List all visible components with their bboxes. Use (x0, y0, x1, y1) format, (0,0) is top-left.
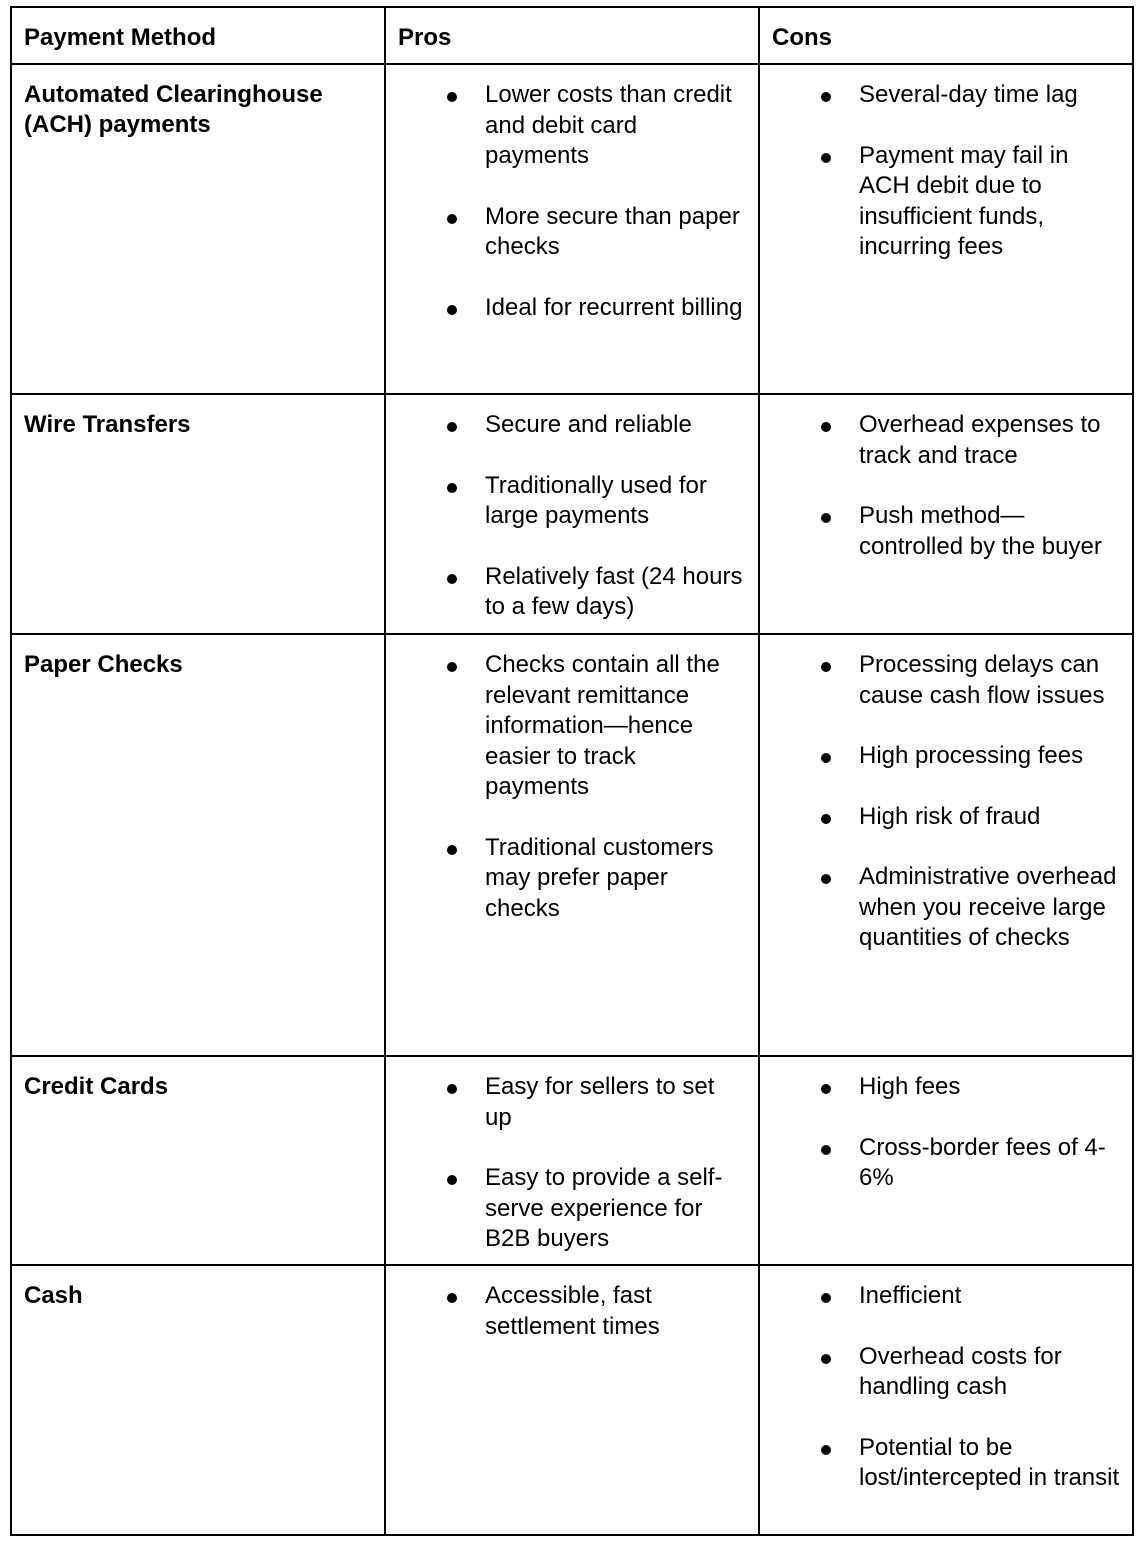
list-item-text: Lower costs than credit and debit card payments (485, 81, 732, 169)
list-item (760, 80, 1120, 111)
list-item-text: Traditional customers may prefer paper checks (485, 833, 714, 922)
bullet-icon (447, 845, 457, 855)
bullet-icon (821, 662, 831, 672)
method-cell (11, 394, 385, 634)
list-item-text: Secure and reliable (485, 411, 692, 438)
list-item-text: Easy to provide a self-serve experience for B2B buyers (485, 1164, 723, 1252)
bullet-icon (821, 513, 831, 523)
pros-cell (385, 634, 759, 1056)
bullet-icon (447, 422, 457, 432)
cons-list (760, 395, 1132, 562)
bullet-icon (821, 753, 831, 763)
list-item (760, 1133, 1120, 1194)
bullet-icon (821, 1445, 831, 1455)
method-name: Cash (24, 1282, 83, 1309)
list-item-text: Cross-border fees of 4-6% (859, 1133, 1106, 1191)
list-item-text: High risk of fraud (859, 802, 1041, 830)
bullet-icon (821, 1354, 831, 1364)
list-item (386, 471, 746, 532)
list-item (760, 802, 1120, 833)
list-item (386, 833, 746, 925)
list-item-text: Processing delays can cause cash flow issues (859, 651, 1105, 709)
pros-list (386, 635, 758, 924)
pros-list (386, 1266, 758, 1342)
list-item (386, 650, 746, 803)
list-item-text: Easy for sellers to set up (485, 1073, 715, 1131)
list-item (386, 202, 746, 263)
method-name: Paper Checks (24, 651, 183, 678)
bullet-icon (447, 574, 457, 584)
list-item (760, 1433, 1120, 1494)
method-cell (11, 1056, 385, 1265)
cons-list (760, 65, 1132, 263)
list-item-text: Push method—controlled by the buyer (859, 502, 1102, 560)
list-item (760, 141, 1120, 263)
bullet-icon (447, 483, 457, 493)
pros-list (386, 65, 758, 323)
bullet-icon (821, 1145, 831, 1155)
cons-cell (759, 394, 1133, 634)
table-row (11, 64, 1133, 394)
cons-cell (759, 1265, 1133, 1535)
list-item-text: Accessible, fast settlement times (485, 1282, 660, 1340)
payment-methods-table (10, 6, 1134, 1536)
method-cell (11, 64, 385, 394)
list-item (386, 293, 746, 324)
list-item-text: Ideal for recurrent billing (485, 293, 743, 321)
cons-list (760, 1266, 1132, 1494)
cons-list (760, 1057, 1132, 1194)
list-item (760, 501, 1120, 562)
header-cons (759, 7, 1133, 64)
bullet-icon (821, 874, 831, 884)
list-item-text: Relatively fast (24 hours to a few days) (485, 562, 743, 620)
bullet-icon (447, 92, 457, 102)
cons-list (760, 635, 1132, 954)
pros-cell (385, 394, 759, 634)
method-name: Automated Clearinghouse (ACH) payments (24, 81, 323, 138)
cons-cell (759, 64, 1133, 394)
list-item-text: High processing fees (859, 742, 1084, 769)
list-item-text: More secure than paper checks (485, 202, 740, 260)
header-label: Payment Method (24, 24, 217, 51)
header-label: Pros (398, 24, 452, 51)
header-label: Cons (772, 24, 832, 51)
list-item-text: Payment may fail in ACH debit due to insufficient funds, incurring fees (859, 141, 1069, 260)
bullet-icon (821, 1293, 831, 1303)
list-item-text: Inefficient (859, 1282, 962, 1309)
list-item (760, 1072, 1120, 1103)
list-item (760, 650, 1120, 711)
cons-cell (759, 1056, 1133, 1265)
pros-cell (385, 1056, 759, 1265)
list-item-text: High fees (859, 1073, 961, 1100)
list-item (386, 80, 746, 172)
list-item (386, 1072, 746, 1133)
bullet-icon (447, 305, 457, 315)
bullet-icon (821, 1084, 831, 1094)
list-item-text: Potential to be lost/intercepted in transit (859, 1433, 1120, 1491)
list-item-text: Administrative overhead when you receive large quantities of checks (859, 863, 1117, 951)
header-pros (385, 7, 759, 64)
list-item (760, 410, 1120, 471)
list-item (386, 1163, 746, 1255)
table-row (11, 1056, 1133, 1265)
table-row (11, 634, 1133, 1056)
list-item-text: Several-day time lag (859, 81, 1078, 108)
list-item (760, 862, 1120, 954)
bullet-icon (447, 1084, 457, 1094)
bullet-icon (821, 92, 831, 102)
list-item (386, 562, 746, 623)
header-payment-method (11, 7, 385, 64)
pros-cell (385, 64, 759, 394)
method-name: Credit Cards (24, 1073, 169, 1100)
bullet-icon (821, 814, 831, 824)
bullet-icon (447, 1175, 457, 1185)
list-item-text: Traditionally used for large payments (485, 471, 707, 529)
pros-list (386, 1057, 758, 1255)
header-row (11, 7, 1133, 64)
list-item (386, 1281, 746, 1342)
list-item-text: Overhead expenses to track and trace (859, 411, 1101, 469)
table-row (11, 1265, 1133, 1535)
bullet-icon (447, 1293, 457, 1303)
list-item (386, 410, 746, 441)
pros-cell (385, 1265, 759, 1535)
list-item (760, 1281, 1120, 1312)
pros-list (386, 395, 758, 623)
bullet-icon (821, 422, 831, 432)
cons-cell (759, 634, 1133, 1056)
bullet-icon (447, 214, 457, 224)
method-name: Wire Transfers (24, 411, 191, 438)
bullet-icon (821, 153, 831, 163)
table-row (11, 394, 1133, 634)
bullet-icon (447, 662, 457, 672)
list-item-text: Checks contain all the relevant remittance information—hence easier to track payments (485, 651, 720, 800)
list-item-text: Overhead costs for handling cash (859, 1342, 1062, 1400)
list-item (760, 741, 1120, 772)
method-cell (11, 634, 385, 1056)
method-cell (11, 1265, 385, 1535)
list-item (760, 1342, 1120, 1403)
